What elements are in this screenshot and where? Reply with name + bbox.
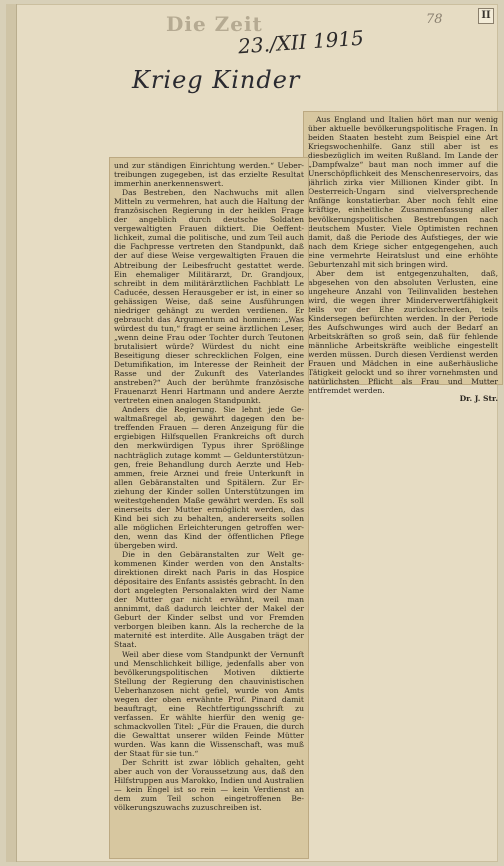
handwritten-date: 23./XII 1915 <box>237 25 365 59</box>
article-paragraph: Die in den Gebäranstalten zur Welt gekommenen Kinder werden von den Anstaltsdirektionen direkt nach Paris in das Hospice dépositaire des Enfants assistés gebracht. In den dort angelegten Personalakten wird der Name der Mutter gar nicht erwähnt, weil man annimmt, daß dadurch leichter der Makel der Geburt der Kinder selbst und vor Fremden verborgen bleiben kann. Als la recherche de la maternité est interdite. Alle Ausgaben trägt der Staat. <box>114 550 304 650</box>
clipping-right <box>304 112 502 404</box>
handwritten-title: Krieg Kinder <box>132 66 301 94</box>
archive-number: 78 <box>426 12 443 27</box>
page-badge: II <box>478 8 494 24</box>
article-paragraph: Das Bestreben, den Nachwuchs mit allen Mitteln zu vermehren, hat auch die Haltung der französischen Regierung in der heiklen Frage der angeblich durch deutsche Soldaten vergewaltigten Frauen diktiert. Die Oeffentlichkeit, zumal die politische, und zum Teil auch die Fachpresse vertreten den Standpunkt, daß der auf diese Weise vergewaltigten Frauen die Abtreibung der Leibesfrucht gestattet werde. Ein ehemaliger Militärarzt, Dr. Grandjoux, schreibt in dem militärärztlichen Fachblatt Le Caducée, dessen Herausgeber er ist, in einer so gehässigen Weise, daß seine Ausführungen niedriger gehängt zu werden verdienen. Er gebraucht das Argumentum ad hominem: „Was würdest du tun,“ fragt er seine ärztlichen Leser, „wenn deine Frau oder Tochter durch Teutonen brutalisiert würde? Würdest du nicht eine Beseitigung dieser schrecklichen Folgen, eine Detumifikation, im Interesse der Reinheit der Rasse und der Zukunft des Vaterlandes anstreben?“ Auch der berühmte französische Frauenarzt Henri Hartmann und andere Aerzte vertreten einen analogen Standpunkt. <box>114 188 304 406</box>
article-paragraph: Anders die Regierung. Sie lehnt jede Gewaltmaßregel ab, gewährt dagegen den betreffenden Frauen — deren Anzeigung für die ergiebigen Hilfsquellen Frankreichs oft durch den merkwürdigen Typus ihrer Sprößlinge nachträglich zutage kommt — Geldunterstützungen, freie Behandlung durch Aerzte und Hebammen, freie Arznei und freie Unterkunft in allen Gebäranstalten und Spitälern. Zur Erziehung der Kinder sollen Unterstützungen im weitestgehenden Maße gewährt werden. Es soll einerseits der Mutter ermöglicht werden, das Kind bei sich zu behalten, andererseits sollen alle möglichen Erleichterungen getroffen werden, wenn das Kind der öffentlichen Pflege übergeben wird. <box>114 405 304 550</box>
author-signature: Dr. J. Str. <box>459 394 498 404</box>
article-paragraph: Weil aber diese vom Standpunkt der Vernunft und Menschlichkeit billige, jedenfalls aber von bevölkerungspolitischen Motiven diktierte Stellung der Regierung den chauvinistischen Ueberhanzosen nicht gefiel, wurde von Amts wegen der oben erwähnte Prof. Pinard damit beauftragt, eine Rechtfertigungsschrift zu verfassen. Er wählte hierfür den wenig geschmackvollen Titel: „Für die Frauen, die durch die Gewalttat unserer wilden Feinde Mütter wurden. Was kann die Wissenschaft, was muß der Staat für sie tun.“ <box>114 649 304 759</box>
article-paragraph: Aber dem ist entgegenzuhalten, daß, abgesehen von den absoluten Verlusten, eine ungeheure Anzahl von Teilinvaliden bestehen wird, die wegen ihrer Minderverwertfähigkeit teils vor der Ehe zurückschrecken, teils Kindersegen befürchten werden. In der Periode des Aufschwunges wird auch der Bedarf an Arbeitskräften so groß sein, daß für fehlende männliche Arbeitskräfte weibliche eingestellt werden müssen. Durch diesen Verdienst werden Frauen und Mädchen in eine außerhäusliche Tätigkeit gelockt und so ihrer vornehmsten und natürlichsten Pflicht als Frau und Mutter entfremdet werden. <box>308 268 498 396</box>
clipping-left <box>110 158 308 858</box>
article-paragraph: Aus England und Italien hört man nur wenig über aktuelle bevölkerungspolitische Fragen. In beiden Staaten besteht zum Beispiel eine Art Kriegswochenhilfe. Ganz still aber ist es diesbezüglich im weiten Rußland. Im Lande der „Dampfwalze“ baut man noch immer auf die Unerschöpflichkeit des Menschenreservoirs, das jährlich zirka vier Millionen Kinder gibt. In Oesterreich-Ungarn sind vielversprechende Anfänge konstatierbar. Aber noch fehlt eine kräftige, einheitliche Zusammenfassung aller bevölkerungspolitischen Bestrebungen nach deutschem Muster. Viele Optimisten rechnen damit, daß die Periode des Aufstieges, der wie nach dem Kriege sicher entgegengehen, auch eine vermehrte Heiratslust und eine erhöhte Geburtenzahl mit sich bringen wird. <box>308 115 498 269</box>
article-paragraph: und zur ständigen Einrichtung werden.“ Uebertreibungen zugegeben, ist das erzielte Resultat immerhin anerkennenswert. <box>114 161 304 189</box>
article-paragraph: Der Schritt ist zwar löblich gehalten, geht aber auch von der Voraussetzung aus, daß den Hilfstruppen aus Marokko, Indien und Australien — kein Engel ist so rein — kein Verdienst an dem zum Teil schon eingetroffenen Bevölkerungszuwachs zuzuschreiben ist. <box>114 758 304 813</box>
archive-sheet <box>6 4 498 862</box>
newspaper-masthead: Die Zeit <box>166 12 263 36</box>
binding-strip <box>6 4 17 862</box>
